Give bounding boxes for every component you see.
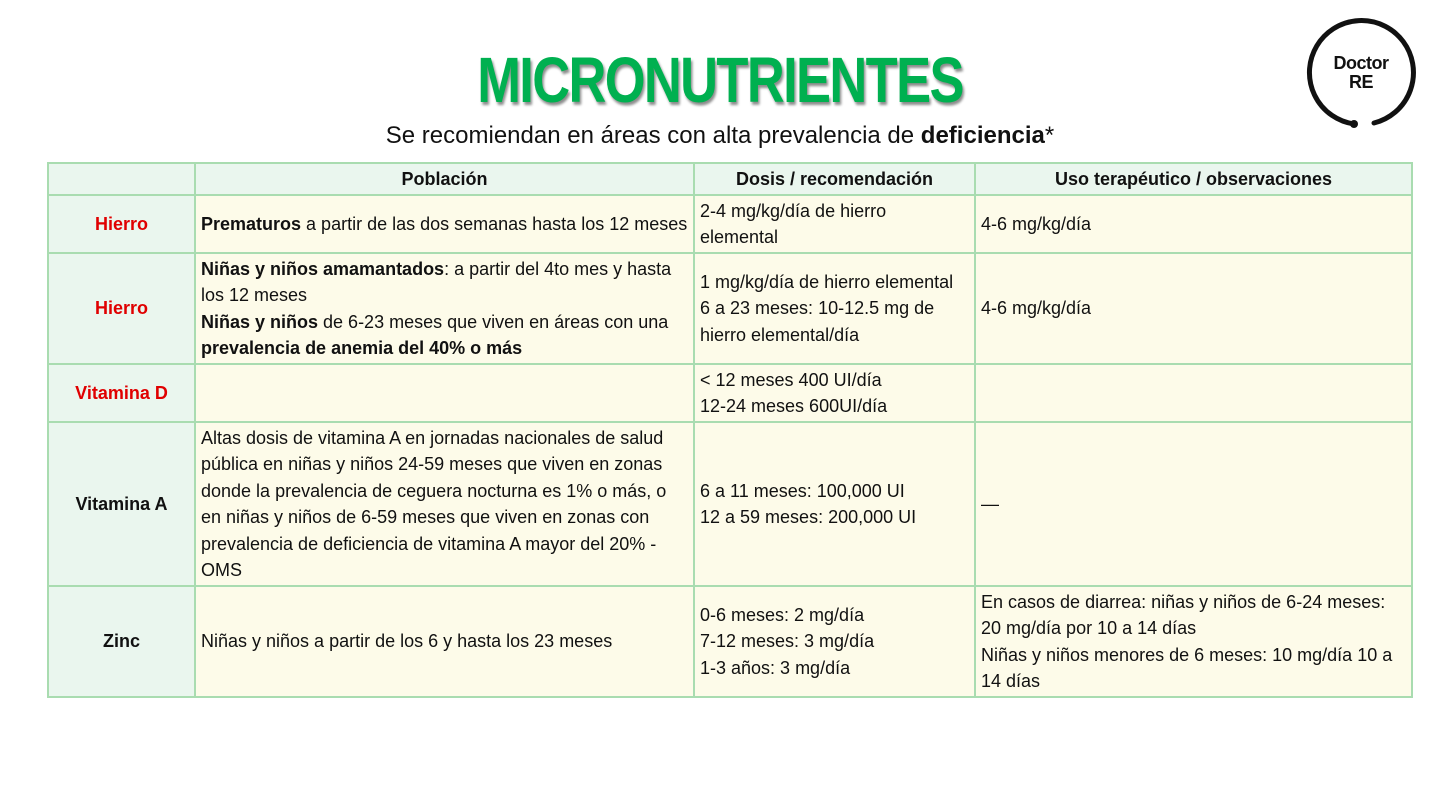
uso-cell [975,195,1412,253]
poblacion-bold: prevalencia de anemia del 40% o más [201,338,523,358]
poblacion-cell [195,422,694,586]
logo-line-1: Doctor [1333,53,1389,73]
header-poblacion: Población [195,163,694,195]
poblacion-text: : a partir del 4to mes y hasta los 12 meses [201,258,672,305]
poblacion-cell [195,364,694,422]
dosis-text: 1-3 años: 3 mg/día [700,657,851,678]
poblacion-bold: Niñas y niños [201,311,319,332]
uso-text: 4-6 mg/kg/día [981,298,1092,319]
doctor-re-logo [1306,18,1414,126]
dosis-cell [694,253,975,364]
dosis-text: 6 a 23 meses: 10-12.5 mg de hierro elemental/día [700,298,935,345]
uso-text: En casos de diarrea: niñas y niños de 6-24 meses: 20 mg/día por 10 a 14 días [981,591,1386,638]
poblacion-cell [195,253,694,364]
page-subtitle [0,120,1440,152]
logo-line-2: RE [1348,72,1373,92]
table-row [48,586,1412,697]
dosis-text: 6 a 11 meses: 100,000 UI [700,480,905,501]
header-nutrient [48,163,195,195]
uso-text: 4-6 mg/kg/día [981,213,1092,234]
page-title: MICRONUTRIENTES [477,44,963,116]
poblacion-bold: Niñas y niños amamantados [201,258,445,279]
table-row [48,195,1412,253]
poblacion-cell [195,586,694,697]
table-row [48,422,1412,586]
poblacion-line [201,256,688,309]
uso-cell [975,586,1412,697]
nutrient-name: Zinc [48,586,195,697]
poblacion-cell [195,195,694,253]
dosis-text: 12-24 meses 600UI/día [700,396,888,416]
dosis-text: < 12 meses 400 UI/día [700,369,882,390]
header-uso: Uso terapéutico / observaciones [975,163,1412,195]
poblacion-bold: Prematuros [201,213,302,234]
dosis-cell [694,364,975,422]
nutrient-name: Vitamina D [48,364,195,422]
uso-text: Niñas y niños menores de 6 meses: 10 mg/día 10 a 14 días [981,644,1393,691]
dosis-text: 0-6 meses: 2 mg/día [700,604,865,625]
dosis-text: 1 mg/kg/día de hierro elemental [700,271,954,292]
subtitle-bold: deficiencia [920,122,1045,149]
table-header-row [48,163,1412,195]
header-dosis: Dosis / recomendación [694,163,975,195]
dosis-text: 7-12 meses: 3 mg/día [700,631,875,652]
uso-text: — [981,493,999,514]
poblacion-text: a partir de las dos semanas hasta los 12 meses [301,213,688,234]
uso-cell [975,364,1412,422]
poblacion-line [201,309,688,362]
poblacion-text: de 6-23 meses que viven en áreas con una [318,311,669,332]
dosis-text: 2-4 mg/kg/día de hierro elemental [700,200,887,247]
dosis-cell [694,195,975,253]
poblacion-text: Niñas y niños a partir de los 6 y hasta los 23 meses [201,631,613,652]
nutrient-name: Vitamina A [48,422,195,586]
subtitle-suffix: * [1044,122,1055,149]
micronutrients-table [47,162,1413,698]
table-row [48,364,1412,422]
poblacion-text: Altas dosis de vitamina A en jornadas nacionales de salud pública en niñas y niños 24-59 meses que viven en zonas donde la prevalencia de ceguera nocturna es 1% o más, o en niñas y niños de 6-59 meses que viven en zonas con prevalencia de deficiencia de vitamina A mayor del 20% - OMS [201,427,667,580]
dosis-cell [694,586,975,697]
dosis-text: 12 a 59 meses: 200,000 UI [700,507,917,527]
nutrient-name: Hierro [48,195,195,253]
logo-text [1306,54,1416,92]
nutrient-name: Hierro [48,253,195,364]
uso-cell [975,253,1412,364]
dosis-cell [694,422,975,586]
subtitle-text: Se recomiendan en áreas con alta prevalencia de [385,122,921,149]
table-row [48,253,1412,364]
uso-cell [975,422,1412,586]
